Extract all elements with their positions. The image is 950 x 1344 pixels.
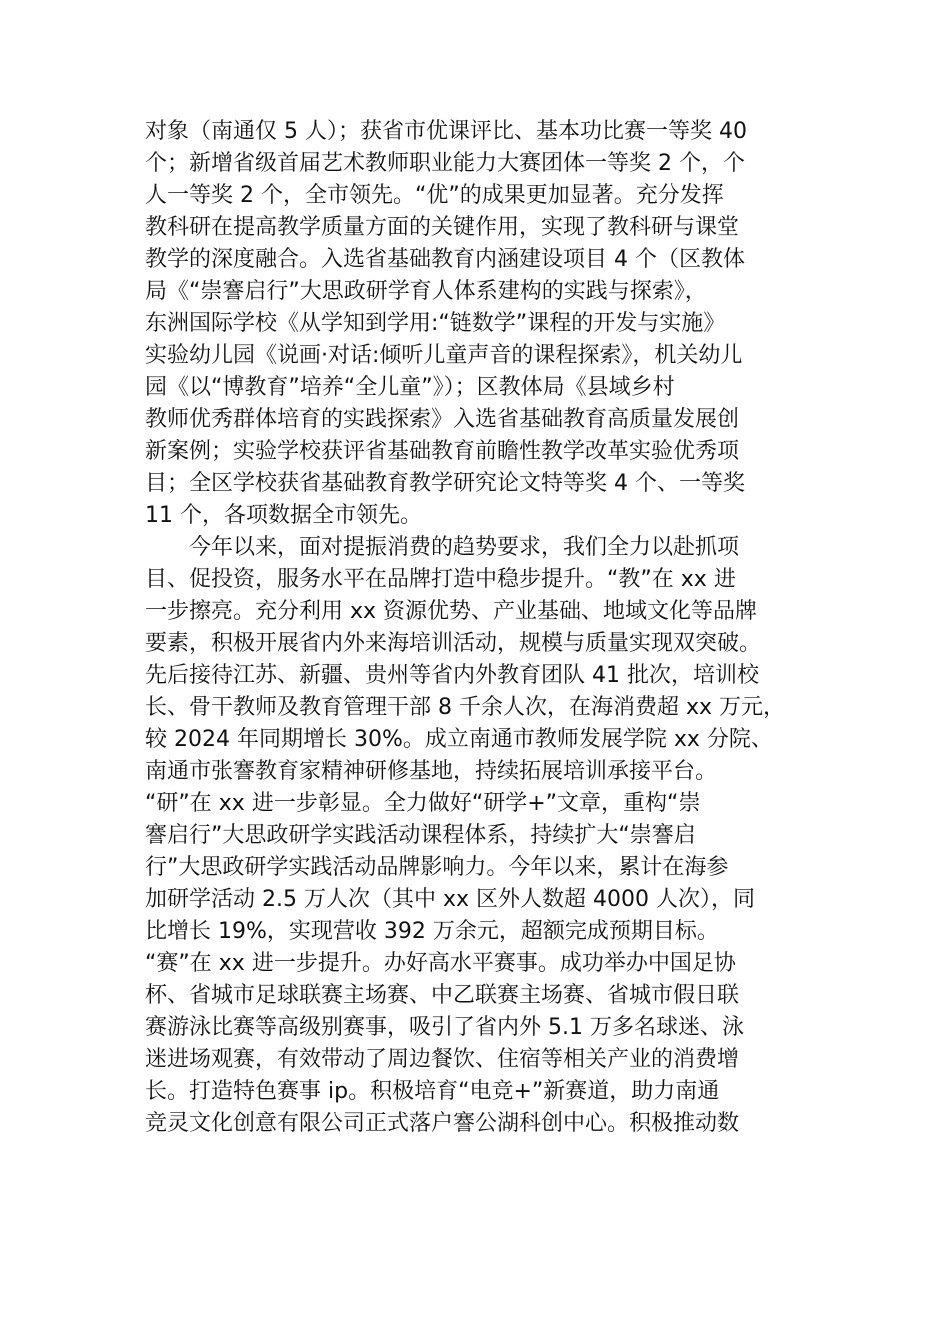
text-line: “赛”在 xx 进一步提升。办好高水平赛事。成功举办中国足协 bbox=[145, 951, 736, 976]
text-line: 个；新增省级首届艺术教师职业能力大赛团体一等奖 2 个，个 bbox=[145, 151, 745, 176]
text-line: 竞灵文化创意有限公司正式落户謇公湖科创中心。积极推动数 bbox=[145, 1111, 740, 1136]
text-line: 11 个，各项数据全市领先。 bbox=[145, 503, 422, 528]
text-line: 杯、省城市足球联赛主场赛、中乙联赛主场赛、省城市假日联 bbox=[145, 983, 740, 1008]
text-line: 赛游泳比赛等高级别赛事，吸引了省内外 5.1 万多名球迷、泳 bbox=[145, 1015, 744, 1040]
text-line: 实验幼儿园《说画·对话:倾听儿童声音的课程探索》，机关幼儿 bbox=[145, 343, 743, 368]
text-line: 先后接待江苏、新疆、贵州等省内外教育团队 41 批次，培训校 bbox=[145, 663, 759, 688]
text-line: 目；全区学校获省基础教育教学研究论文特等奖 4 个、一等奖 bbox=[145, 471, 745, 496]
text-line: 一步擦亮。充分利用 xx 资源优势、产业基础、地域文化等品牌 bbox=[145, 599, 758, 624]
text-line: 园《以“博教育”培养“全儿童”》）；区教体局《县域乡村 bbox=[145, 375, 675, 400]
text-line: 迷进场观赛，有效带动了周边餐饮、住宿等相关产业的消费增 bbox=[145, 1047, 740, 1072]
text-line: 人一等奖 2 个，全市领先。“优”的成果更加显著。充分发挥 bbox=[145, 183, 724, 208]
text-line: 行”大思政研学实践活动品牌影响力。今年以来，累计在海参 bbox=[145, 855, 729, 880]
text-line: 对象（南通仅 5 人）；获省市优课评比、基本功比赛一等奖 40 bbox=[145, 119, 747, 144]
text-line: 教学的深度融合。入选省基础教育内涵建设项目 4 个（区教体 bbox=[145, 247, 745, 272]
text-line: 教师优秀群体培育的实践探索》入选省基础教育高质量发展创 bbox=[145, 407, 740, 432]
text-line: 较 2024 年同期增长 30%。成立南通市教师发展学院 xx 分院、 bbox=[145, 727, 773, 752]
text-line: 新案例；实验学校获评省基础教育前瞻性教学改革实验优秀项 bbox=[145, 439, 740, 464]
paragraph-first-line: 今年以来，面对提振消费的趋势要求，我们全力以赴抓项 bbox=[189, 535, 740, 560]
text-line: 要素，积极开展省内外来海培训活动，规模与质量实现双突破。 bbox=[145, 631, 762, 656]
text-line: 局《“崇謇启行”大思政研学育人体系建构的实践与探索》， bbox=[145, 279, 707, 304]
text-line: 南通市张謇教育家精神研修基地，持续拓展培训承接平台。 bbox=[145, 759, 718, 784]
text-line: 加研学活动 2.5 万人次（其中 xx 区外人数超 4000 人次），同 bbox=[145, 887, 755, 912]
text-line: 长。打造特色赛事 ip。积极培育“电竞+”新赛道，助力南通 bbox=[145, 1079, 720, 1104]
text-line: 目、促投资，服务水平在品牌打造中稳步提升。“教”在 xx 进 bbox=[145, 567, 736, 592]
text-line: 教科研在提高教学质量方面的关键作用，实现了教科研与课堂 bbox=[145, 215, 740, 240]
body-text bbox=[145, 116, 825, 1140]
text-line: 长、骨干教师及教育管理干部 8 千余人次，在海消费超 xx 万元， bbox=[145, 695, 786, 720]
text-line: 东洲国际学校《从学知到学用:“链数学”课程的开发与实施》 bbox=[145, 311, 726, 336]
text-line: 謇启行”大思政研学实践活动课程体系，持续扩大“崇謇启 bbox=[145, 823, 696, 848]
text-line: 比增长 19%，实现营收 392 万余元，超额完成预期目标。 bbox=[145, 919, 719, 944]
text-line: “研”在 xx 进一步彰显。全力做好“研学+”文章，重构“崇 bbox=[145, 791, 701, 816]
